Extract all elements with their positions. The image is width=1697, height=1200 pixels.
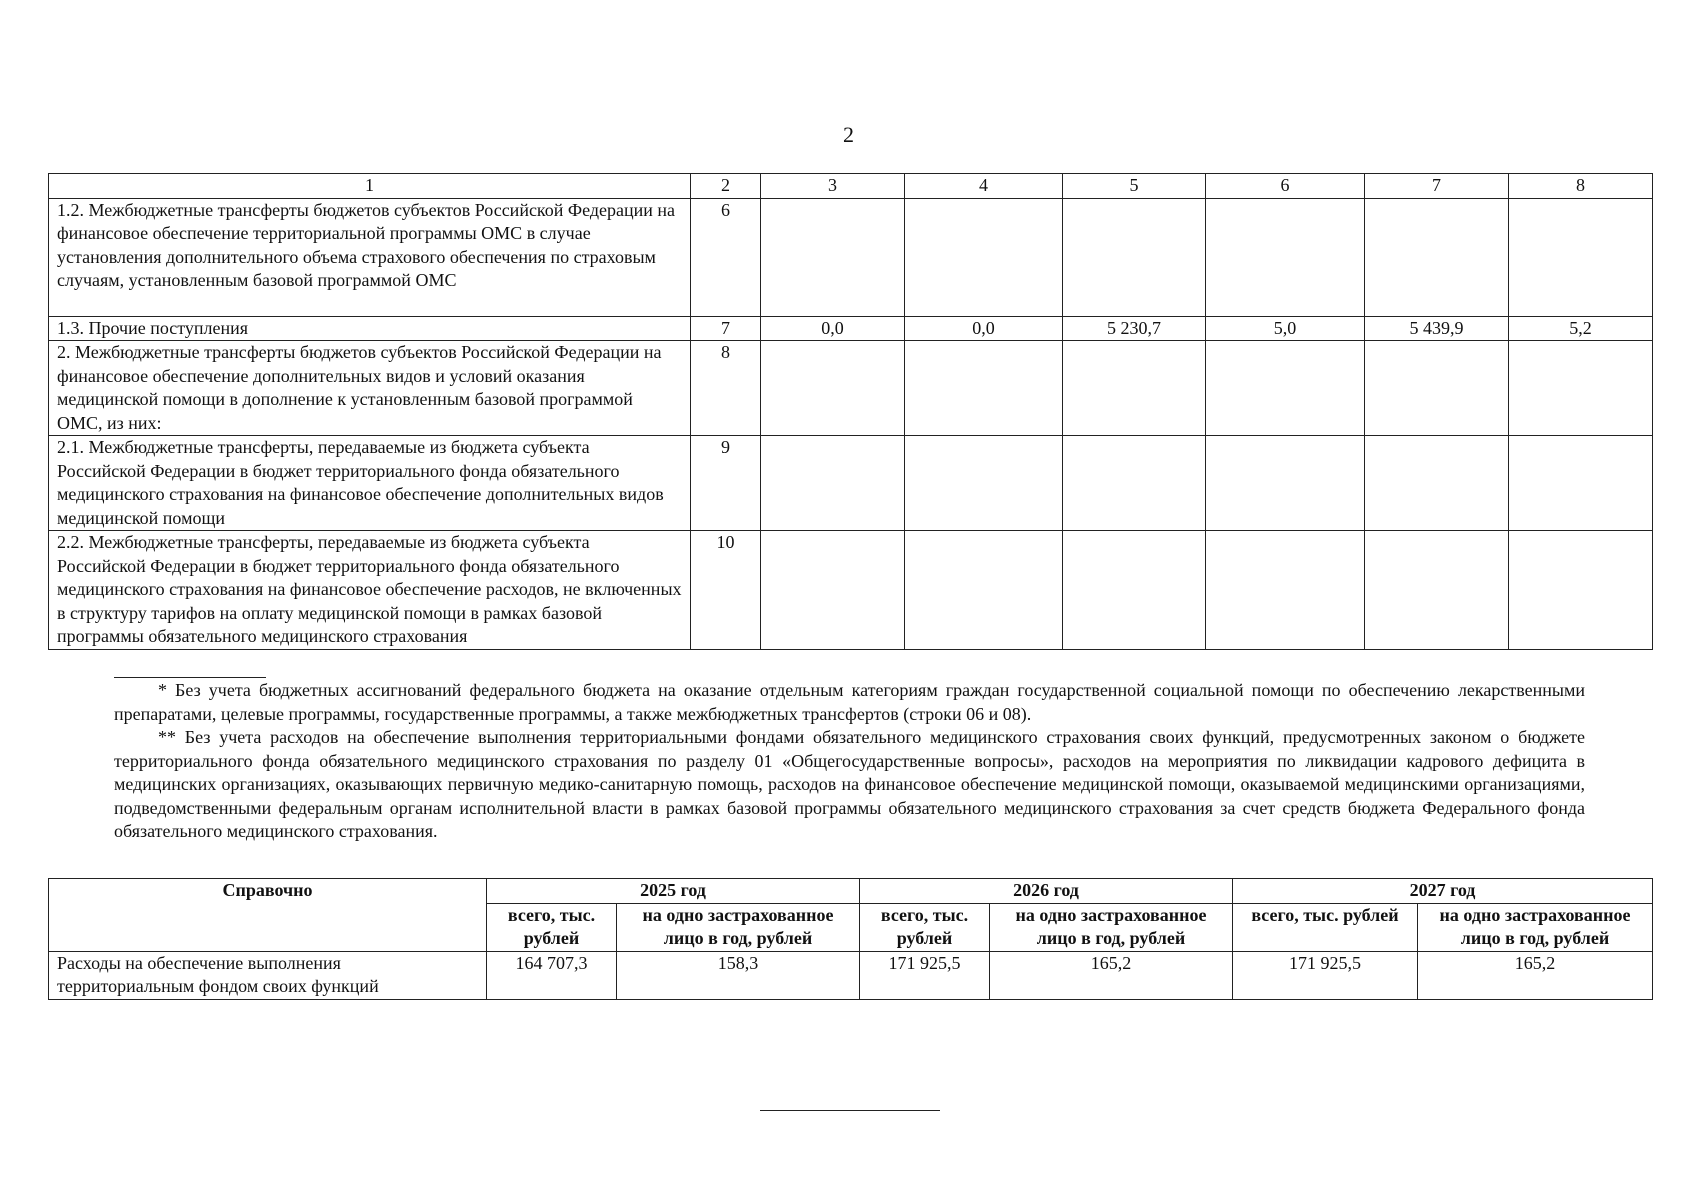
cell-value xyxy=(1063,341,1206,436)
reference-table xyxy=(48,878,1653,1000)
cell-value xyxy=(761,531,905,650)
cell-value: 158,3 xyxy=(617,951,860,999)
row-name: 2.1. Межбюджетные трансферты, передаваемые из бюджета субъекта Российской Федерации в бюджет территориального фонда обязательного медицинского страхования на финансовое обеспечение дополнительных видов медицинской помощи xyxy=(49,436,691,531)
column-header: 7 xyxy=(1365,174,1509,199)
cell-value: 171 925,5 xyxy=(860,951,990,999)
table-row xyxy=(49,531,1653,650)
table-row xyxy=(49,198,1653,316)
row-code: 8 xyxy=(691,341,761,436)
row-name: 2. Межбюджетные трансферты бюджетов субъектов Российской Федерации на финансовое обеспечение дополнительных видов и условий оказания медицинской помощи в дополнение к установленным базовой программой ОМС, из них: xyxy=(49,341,691,436)
subheader-total: всего, тыс. рублей xyxy=(860,903,990,951)
column-header: 4 xyxy=(905,174,1063,199)
cell-value xyxy=(1365,198,1509,316)
table-row xyxy=(49,951,1653,999)
cell-value: 5 439,9 xyxy=(1365,316,1509,341)
cell-value xyxy=(1365,341,1509,436)
column-header: 2 xyxy=(691,174,761,199)
cell-value xyxy=(1509,436,1653,531)
footnotes xyxy=(114,679,1585,844)
footnote-divider xyxy=(114,677,266,678)
row-name: 2.2. Межбюджетные трансферты, передаваемые из бюджета субъекта Российской Федерации в бюджет территориального фонда обязательного медицинского страхования на финансовое обеспечение расходов, не включенных в структуру тарифов на оплату медицинской помощи в рамках базовой программы обязательного медицинского страхования xyxy=(49,531,691,650)
cell-value xyxy=(1063,198,1206,316)
table-row xyxy=(49,316,1653,341)
cell-value xyxy=(1509,341,1653,436)
subheader-total: всего, тыс. рублей xyxy=(1233,903,1418,951)
column-header: 1 xyxy=(49,174,691,199)
row-name: 1.2. Межбюджетные трансферты бюджетов субъектов Российской Федерации на финансовое обеспечение территориальной программы ОМС в случае установления дополнительного объема страхового обеспечения по страховым случаям, установленным базовой программой ОМС xyxy=(49,198,691,316)
footnote-2: ** Без учета расходов на обеспечение выполнения территориальными фондами обязательного медицинского страхования своих функций, предусмотренных законом о бюджете территориального фонда обязательного медицинского страхования по разделу 01 «Общегосударственные вопросы», расходов на мероприятия по ликвидации кадрового дефицита в медицинских организациях, оказывающих первичную медико-санитарную помощь, расходов на финансовое обеспечение медицинской помощи, оказываемой медицинскими организациями, подведомственными федеральным органам исполнительной власти в рамках базовой программы обязательного медицинского страхования за счет средств бюджета Федерального фонда обязательного медицинского страхования. xyxy=(114,727,1585,841)
row-code: 10 xyxy=(691,531,761,650)
cell-value xyxy=(905,436,1063,531)
cell-value: 164 707,3 xyxy=(487,951,617,999)
column-header: 6 xyxy=(1206,174,1365,199)
footnote-1: * Без учета бюджетных ассигнований федерального бюджета на оказание отдельным категориям граждан государственной социальной помощи по обеспечению лекарственными препаратами, целевые программы, государственные программы, а также межбюджетных трансфертов (строки 06 и 08). xyxy=(114,680,1585,724)
cell-value xyxy=(761,436,905,531)
cell-value: 0,0 xyxy=(761,316,905,341)
cell-value xyxy=(1063,531,1206,650)
cell-value: 5,2 xyxy=(1509,316,1653,341)
row-code: 6 xyxy=(691,198,761,316)
cell-value xyxy=(905,531,1063,650)
cell-value xyxy=(1509,531,1653,650)
subheader-per-person: на одно застрахованное лицо в год, рублей xyxy=(1418,903,1653,951)
column-number-row xyxy=(49,174,1653,199)
cell-value xyxy=(1206,198,1365,316)
row-code: 7 xyxy=(691,316,761,341)
subheader-per-person: на одно застрахованное лицо в год, рублей xyxy=(617,903,860,951)
cell-value: 165,2 xyxy=(990,951,1233,999)
cell-value xyxy=(1365,531,1509,650)
subheader-total: всего, тыс. рублей xyxy=(487,903,617,951)
table-row xyxy=(49,341,1653,436)
cell-value xyxy=(1206,341,1365,436)
year-header: 2025 год xyxy=(487,879,860,904)
cell-value: 5,0 xyxy=(1206,316,1365,341)
cell-value xyxy=(905,198,1063,316)
cell-value xyxy=(1509,198,1653,316)
cell-value xyxy=(905,341,1063,436)
cell-value xyxy=(1063,436,1206,531)
table-row xyxy=(49,436,1653,531)
page-number: 2 xyxy=(843,122,854,147)
year-header: 2027 год xyxy=(1233,879,1653,904)
cell-value xyxy=(761,341,905,436)
column-header: 3 xyxy=(761,174,905,199)
row-name: Расходы на обеспечение выполнения территориальным фондом своих функций xyxy=(49,951,487,999)
reference-header-row xyxy=(49,879,1653,904)
subheader-per-person: на одно застрахованное лицо в год, рублей xyxy=(990,903,1233,951)
cell-value: 171 925,5 xyxy=(1233,951,1418,999)
reference-title: Справочно xyxy=(49,879,487,952)
cell-value xyxy=(761,198,905,316)
cell-value: 165,2 xyxy=(1418,951,1653,999)
main-table xyxy=(48,173,1653,650)
cell-value xyxy=(1206,531,1365,650)
cell-value xyxy=(1206,436,1365,531)
row-code: 9 xyxy=(691,436,761,531)
cell-value: 0,0 xyxy=(905,316,1063,341)
row-name: 1.3. Прочие поступления xyxy=(49,316,691,341)
end-divider xyxy=(760,1110,940,1111)
column-header: 5 xyxy=(1063,174,1206,199)
cell-value xyxy=(1365,436,1509,531)
cell-value: 5 230,7 xyxy=(1063,316,1206,341)
year-header: 2026 год xyxy=(860,879,1233,904)
column-header: 8 xyxy=(1509,174,1653,199)
